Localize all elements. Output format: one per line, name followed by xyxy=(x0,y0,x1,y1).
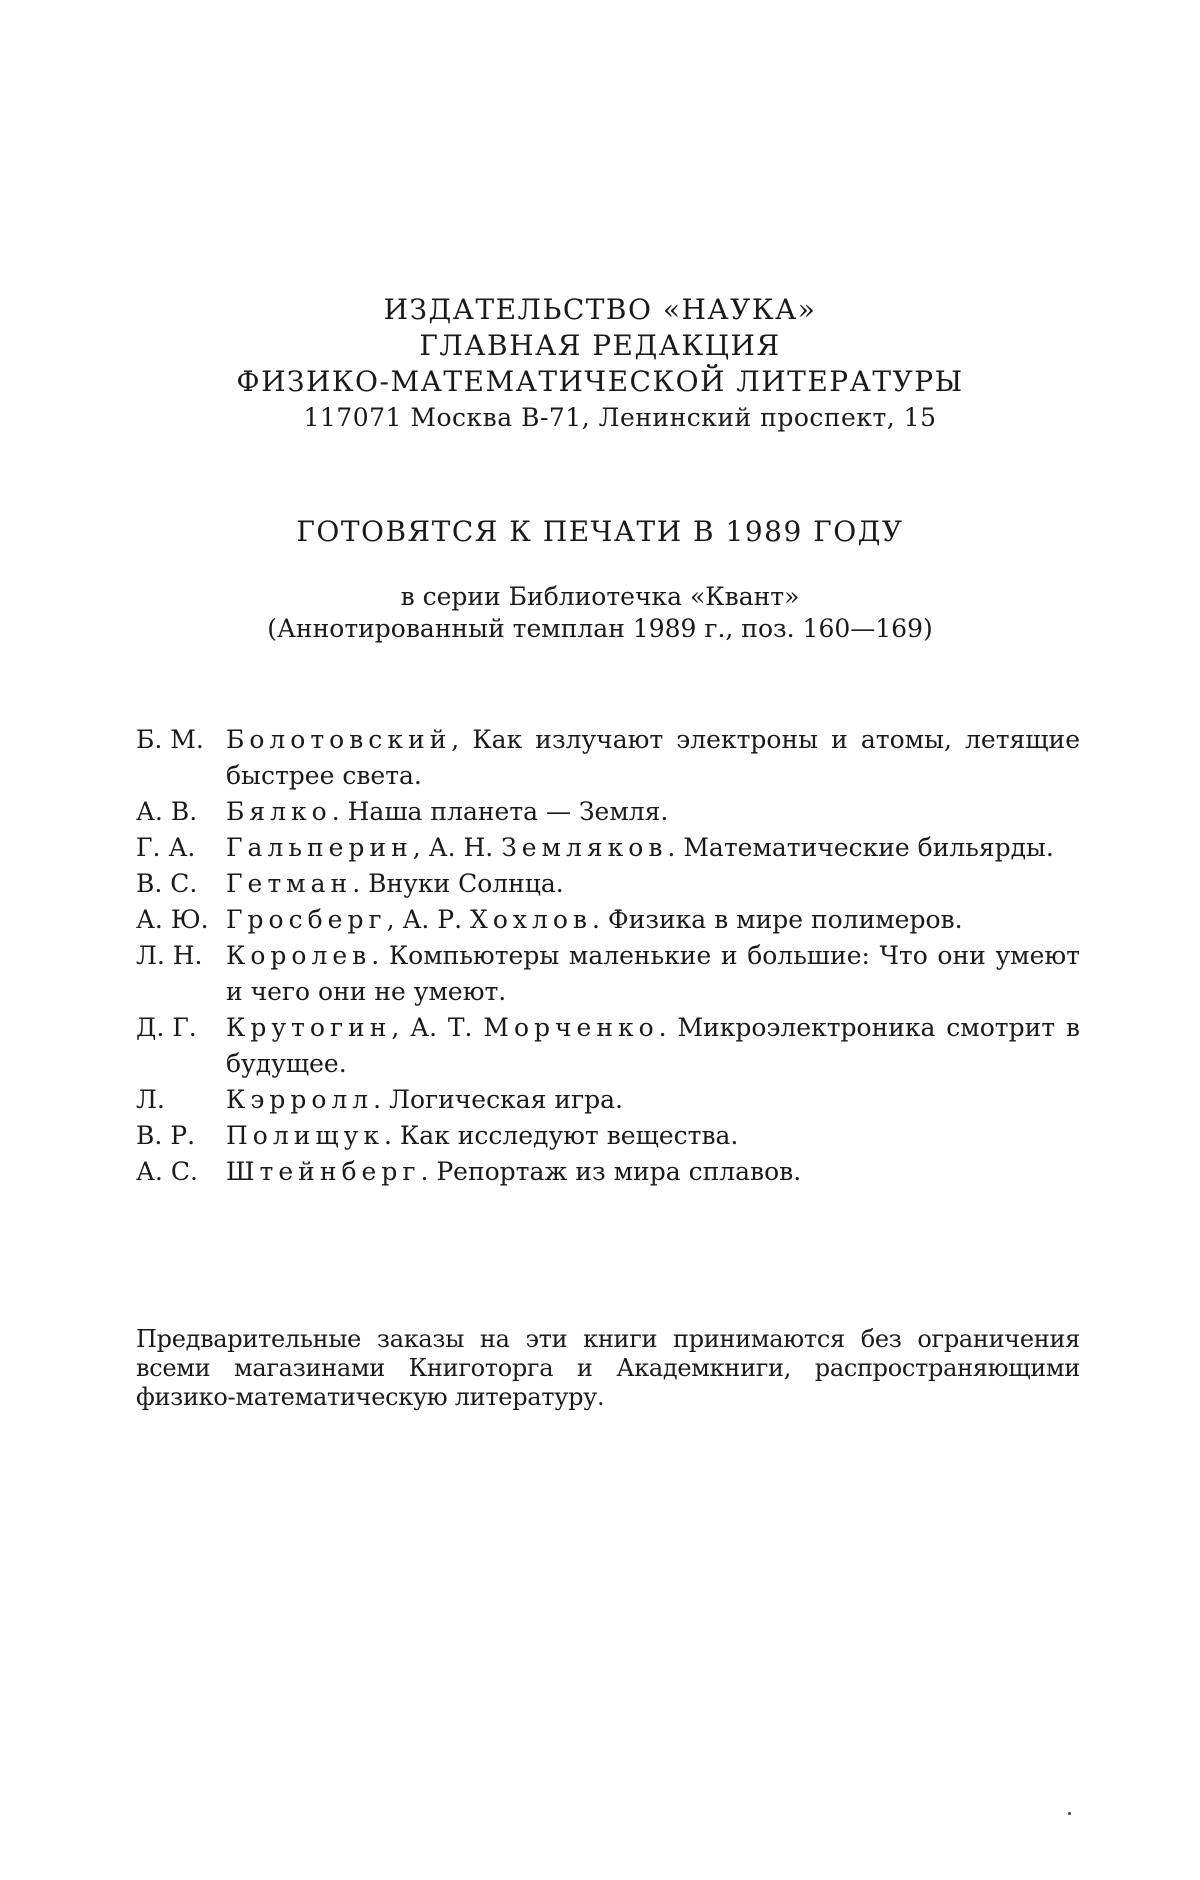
author-name: Крутогин xyxy=(226,1013,392,1042)
series-info xyxy=(0,581,1200,645)
coauthor-name: Хохлов xyxy=(470,905,592,934)
author-initials: В. Р. xyxy=(136,1121,196,1150)
author-initials: Г. А. xyxy=(136,833,196,862)
publisher-address: 117071 Москва В-71, Ленинский проспект, 15 xyxy=(303,403,937,432)
book-title: Репортаж из мира сплавов. xyxy=(436,1157,802,1186)
author-name: Гросберг xyxy=(226,905,387,934)
book-entry: А. Ю. Гросберг, А. Р. Хохлов. Физика в мире полимеров. xyxy=(136,902,1080,938)
publisher-header xyxy=(0,292,1200,436)
print-speck xyxy=(1068,1812,1071,1815)
book-entry: Л. Н. Королев. Компьютеры маленькие и большие: Что они умеют и чего они не умеют. xyxy=(136,938,1080,1010)
author-initials: Л. xyxy=(136,1085,165,1114)
author-initials: Л. Н. xyxy=(136,941,203,970)
author-name: Штейнберг xyxy=(226,1157,421,1186)
coauthor-initials: А. Р. xyxy=(402,905,463,934)
book-list xyxy=(136,722,1080,1190)
author-name: Полищук xyxy=(226,1121,384,1150)
book-title: Как исследуют вещества. xyxy=(399,1121,739,1150)
book-entry: Б. М. Болотовский, Как излучают электроны и атомы, летящие быстрее света. xyxy=(136,722,1080,794)
author-initials: А. Ю. xyxy=(136,905,209,934)
series-name: в серии Библиотечка «Квант» xyxy=(400,582,800,611)
book-entry: А. С. Штейнберг. Репортаж из мира сплавов. xyxy=(136,1154,1080,1190)
author-initials: Д. Г. xyxy=(136,1013,197,1042)
book-title: Микроэлектроника смотрит в будущее. xyxy=(226,1013,1080,1078)
author-name: Королев xyxy=(226,941,372,970)
publisher-department-line1: ГЛАВНАЯ РЕДАКЦИЯ xyxy=(419,329,781,362)
book-title: Математические бильярды. xyxy=(683,833,1054,862)
author-initials: А. С. xyxy=(136,1157,198,1186)
publisher-department-line2: ФИЗИКО-МАТЕМАТИЧЕСКОЙ ЛИТЕРАТУРЫ xyxy=(236,365,964,398)
book-entry: В. С. Гетман. Внуки Солнца. xyxy=(136,866,1080,902)
book-title: Внуки Солнца. xyxy=(368,869,564,898)
coauthor-name: Земляков xyxy=(501,833,668,862)
author-initials: В. С. xyxy=(136,869,198,898)
book-entry: Г. А. Гальперин, А. Н. Земляков. Математические бильярды. xyxy=(136,830,1080,866)
author-name: Гетман xyxy=(226,869,353,898)
coauthor-name: Морченко xyxy=(483,1013,659,1042)
author-initials: А. В. xyxy=(136,797,198,826)
announcement-heading: ГОТОВЯТСЯ К ПЕЧАТИ В 1989 ГОДУ xyxy=(296,515,904,548)
book-entry: А. В. Бялко. Наша планета — Земля. xyxy=(136,794,1080,830)
book-entry: В. Р. Полищук. Как исследуют вещества. xyxy=(136,1118,1080,1154)
book-entry: Д. Г. Крутогин, А. Т. Морченко. Микроэлектроника смотрит в будущее. xyxy=(136,1010,1080,1082)
series-plan: (Аннотированный темплан 1989 г., поз. 160—169) xyxy=(267,614,933,643)
author-name: Болотовский xyxy=(226,725,452,754)
preorder-note: Предварительные заказы на эти книги принимаются без ограничения всеми магазинами Книготорга и Академкниги, распространяющими физико-математическую литературу. xyxy=(136,1325,1080,1411)
author-name: Кэрролл xyxy=(226,1085,374,1114)
publisher-name: ИЗДАТЕЛЬСТВО «НАУКА» xyxy=(383,293,817,326)
book-title: Компьютеры маленькие и большие: Что они умеют и чего они не умеют. xyxy=(226,941,1080,1006)
coauthor-initials: А. Н. xyxy=(428,833,494,862)
book-title: Логическая игра. xyxy=(389,1085,623,1114)
book-entry: Л. Кэрролл. Логическая игра. xyxy=(136,1082,1080,1118)
author-name: Бялко xyxy=(226,797,332,826)
coauthor-initials: А. Т. xyxy=(410,1013,473,1042)
book-title: Как излучают электроны и атомы, летящие быстрее света. xyxy=(226,725,1080,790)
book-title: Наша планета — Земля. xyxy=(347,797,669,826)
book-title: Физика в мире полимеров. xyxy=(607,905,963,934)
author-initials: Б. М. xyxy=(136,725,204,754)
author-name: Гальперин xyxy=(226,833,413,862)
